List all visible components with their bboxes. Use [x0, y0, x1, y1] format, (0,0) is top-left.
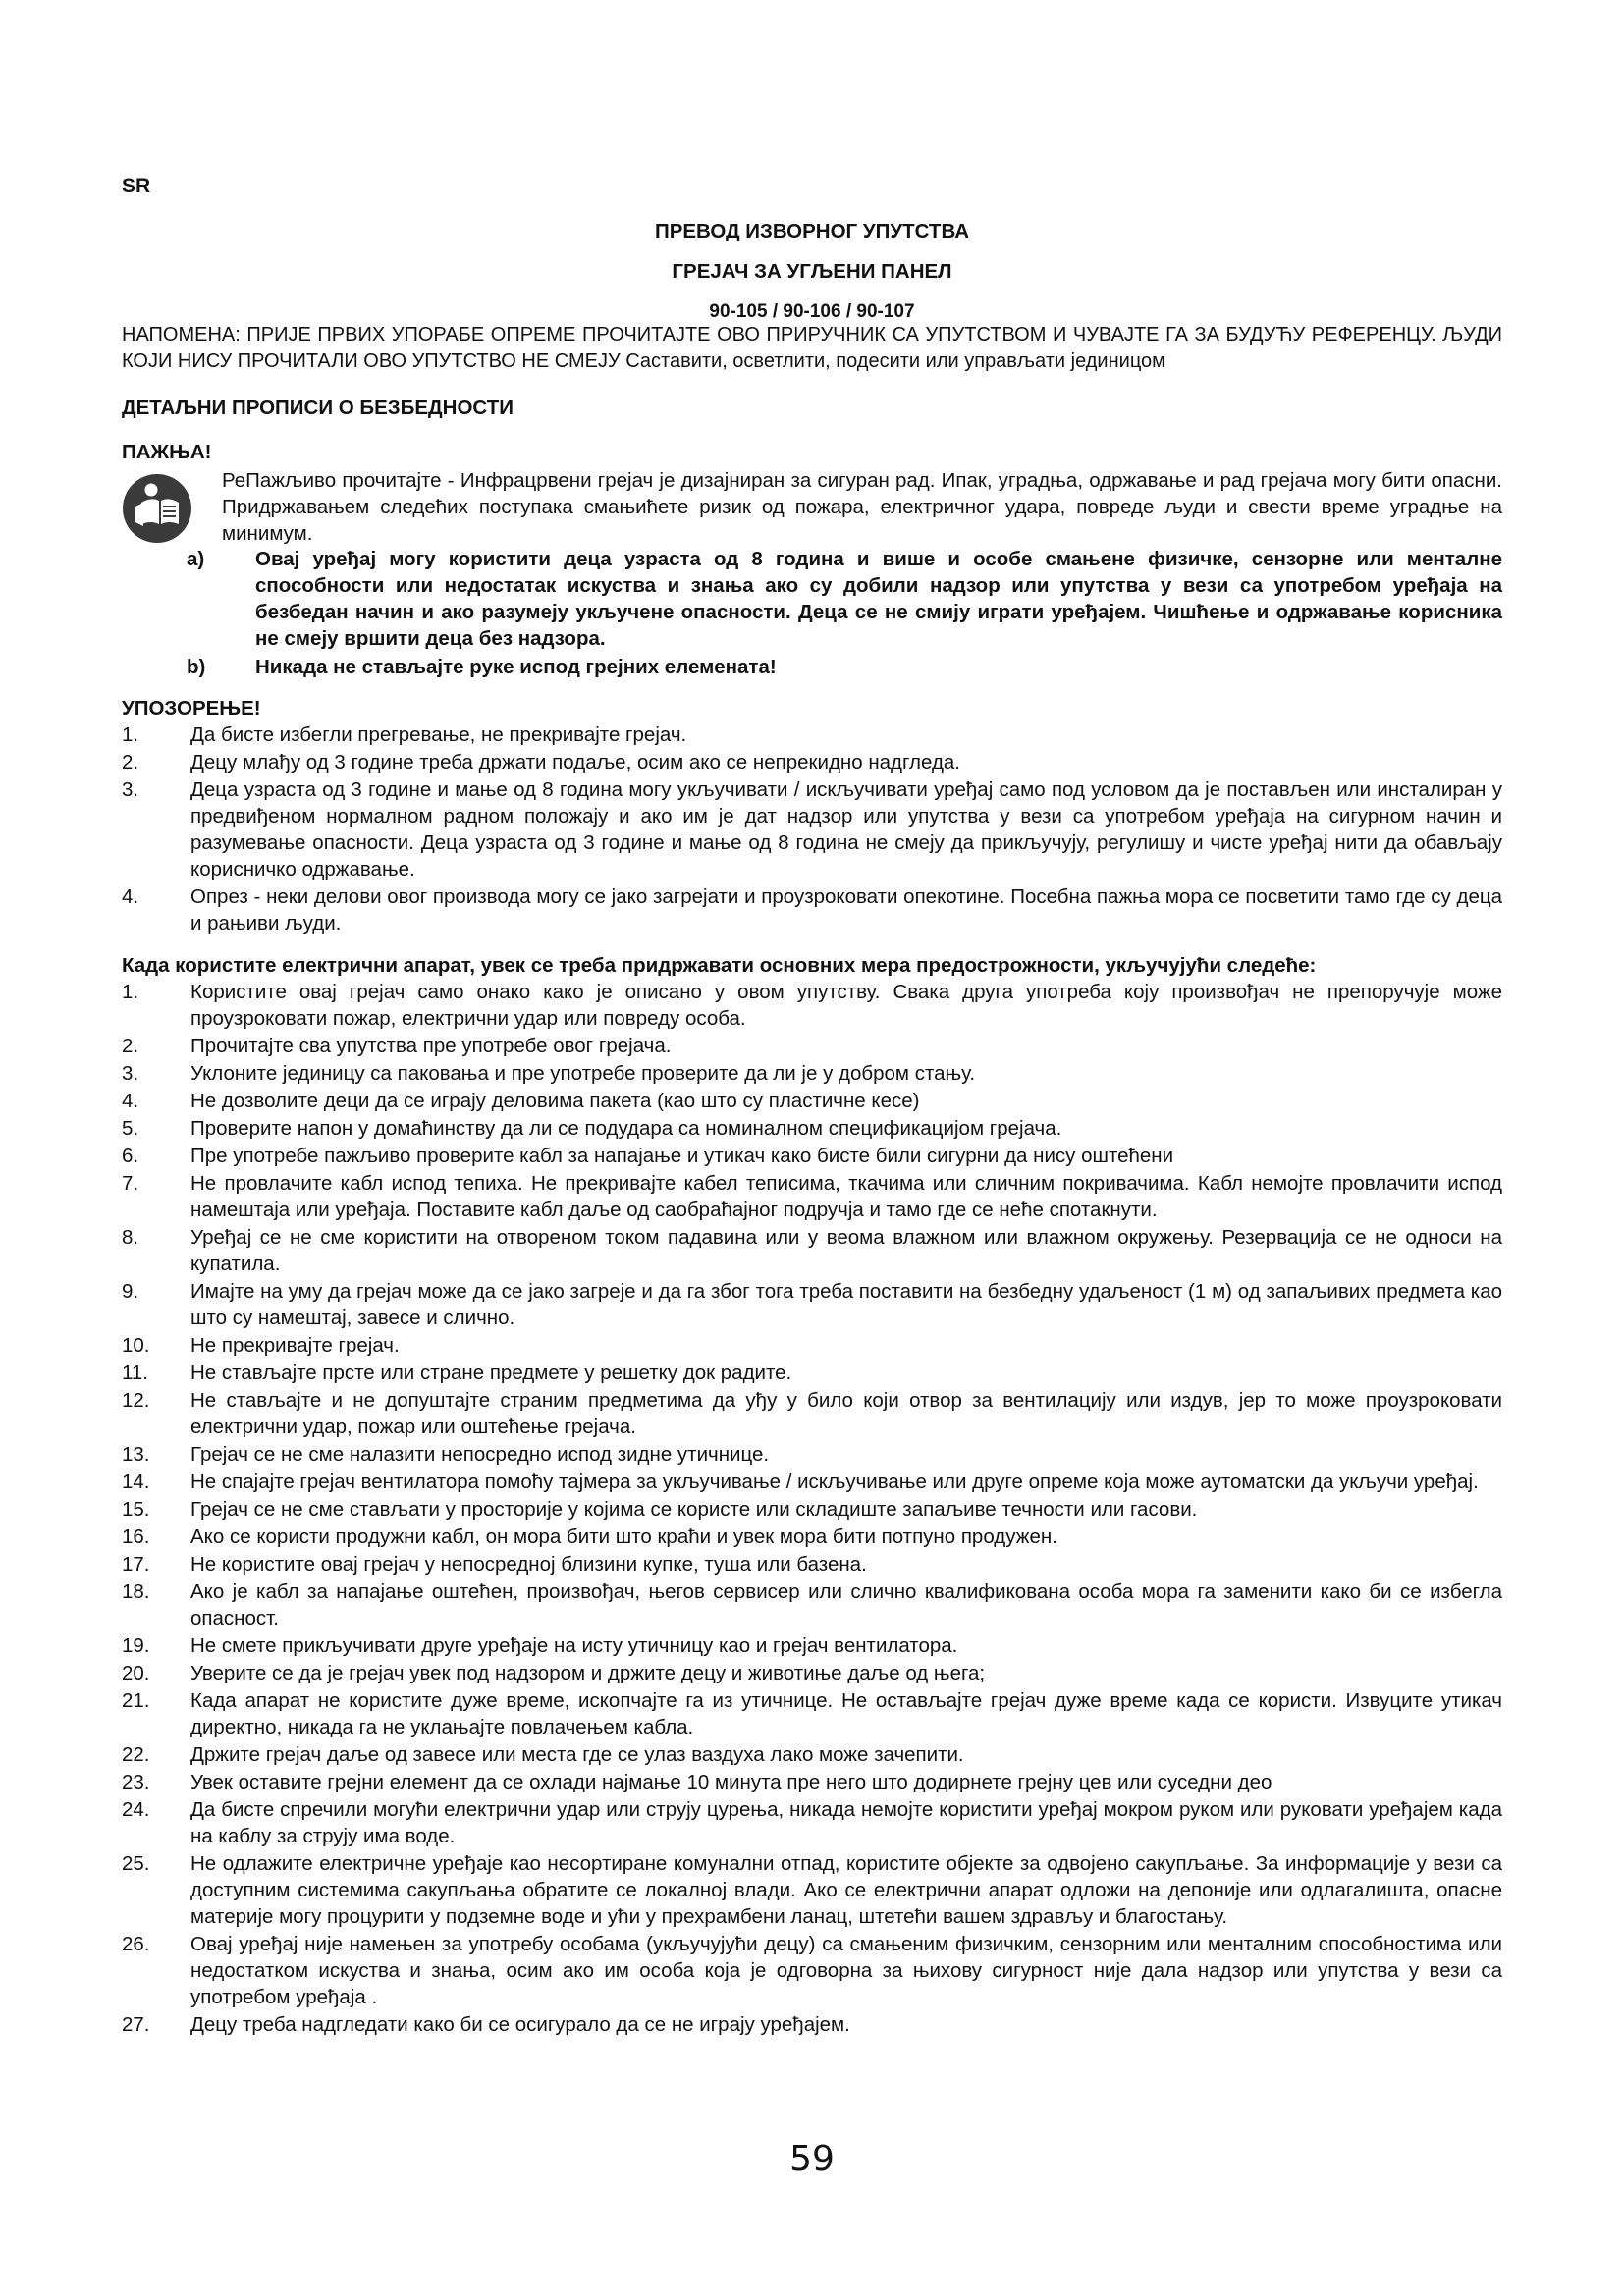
list-item	[122, 1551, 1502, 1577]
list-item	[122, 1060, 1502, 1087]
item-number: 26.	[122, 1933, 150, 1955]
item-text: Овај уређај могу користити деца узраста од 8 година и више и особе смањене физичке, сензорне или менталне способности или недостатак искуства и знања ако су добили надзор или упутства у вези са употребом уређаја на безбедан начин и ако разумеју укључене опасности. Деца се не смију играти уређајем. Чишћење и одржавање корисника не смеју вршити деца без надзора.	[255, 548, 1502, 650]
item-label: a)	[187, 548, 205, 570]
warning-section	[122, 695, 1502, 937]
item-number: 1.	[122, 723, 139, 746]
list-item	[122, 1931, 1502, 2010]
item-number: 8.	[122, 1226, 139, 1249]
list-item	[122, 2011, 1502, 2038]
language-code: SR	[122, 175, 151, 197]
list-item	[122, 1332, 1502, 1359]
item-text: Проверите напон у домаћинству да ли се подудара са номиналном спецификацијом грејача.	[190, 1117, 1062, 1140]
precautions-list	[122, 979, 1502, 2038]
item-text: Ако је кабл за напајање оштећен, произвођач, његов сервисер или слично квалификована особа мора га заменити како би се избегла опасност.	[190, 1580, 1502, 1629]
list-item	[122, 1632, 1502, 1659]
item-number: 17.	[122, 1553, 150, 1575]
item-number: 10.	[122, 1334, 150, 1357]
attention-heading: ПАЖЊА!	[122, 441, 212, 463]
list-item	[122, 1769, 1502, 1795]
list-item	[122, 1796, 1502, 1849]
item-text: Опрез - неки делови овог производа могу се јако загрејати и проузроковати опекотине. Посебна пажња мора се посветити тамо где су деца и рањиви људи.	[190, 885, 1502, 934]
model-numbers: 90-105 / 90-106 / 90-107	[709, 301, 915, 322]
item-number: 5.	[122, 1117, 139, 1140]
list-item	[122, 1660, 1502, 1686]
list-item	[122, 883, 1502, 936]
attention-list	[187, 546, 1502, 680]
item-number: 27.	[122, 2013, 150, 2036]
page-number: 59	[789, 2139, 835, 2179]
item-text: Не одлажите електричне уређаје као несортиране комунални отпад, користите објекте за одвојено сакупљање. За информације у вези са доступним системима сакупљања обратите се локалној влади. Ако се електрични апарат одложи на депоније или одлагалишта, опасне материје могу процурити у подземне воде и ући у прехрамбени ланац, штетећи вашем здрављу и благостању.	[190, 1852, 1502, 1928]
item-text: Не дозволите деци да се играју деловима пакета (као што су пластичне кесе)	[190, 1090, 920, 1112]
warning-heading: УПОЗОРЕЊЕ!	[122, 697, 261, 720]
list-item	[122, 1496, 1502, 1522]
list-item	[122, 1033, 1502, 1059]
item-number: 19.	[122, 1634, 150, 1657]
list-item	[122, 1578, 1502, 1631]
item-text: Деца узраста од 3 године и мање од 8 година могу укључивати / искључивати уређај само под условом да је постављен или инсталиран у предвиђеном нормалном радном положају и ако им је дат надзор или упутства у вези са употребом уређаја на сигурном начин и разумевање опасности. Деца узраста од 3 године и мање од 8 година не смеју да прикључују, регулишу и чисте уређај нити да обављају корисничко одржавање.	[190, 778, 1502, 881]
item-number: 11.	[122, 1362, 148, 1384]
item-text: Држите грејач даље од завесе или места где се улаз ваздуха лако може зачепити.	[190, 1743, 964, 1766]
item-number: 23.	[122, 1771, 150, 1793]
list-item	[122, 1143, 1502, 1169]
item-number: 2.	[122, 1035, 139, 1057]
item-number: 14.	[122, 1470, 150, 1493]
safety-heading: ДЕТАЉНИ ПРОПИСИ О БЕЗБЕДНОСТИ	[122, 397, 514, 419]
list-item	[122, 1115, 1502, 1142]
item-text: Не користите овај грејач у непосредној близини купке, туша или базена.	[190, 1553, 867, 1575]
item-number: 21.	[122, 1689, 150, 1712]
item-text: Да бисте избегли прегревање, не прекривајте грејач.	[190, 723, 687, 746]
item-text: Не смете прикључивати друге уређаје на исту утичницу као и грејач вентилатора.	[190, 1634, 958, 1657]
list-item	[122, 749, 1502, 775]
item-number: 13.	[122, 1443, 150, 1466]
item-text: Прочитајте сва упутства пре употребе овог грејача.	[190, 1035, 672, 1057]
item-number: 16.	[122, 1525, 150, 1548]
item-number: 4.	[122, 1090, 139, 1112]
item-number: 18.	[122, 1580, 150, 1603]
list-item	[122, 1224, 1502, 1277]
precautions-heading: Када користите електрични апарат, увек се треба придржавати основних мера предострожности, укључујући следеће:	[122, 954, 1317, 977]
precautions-section	[122, 952, 1502, 2039]
item-text: Не провлачите кабл испод тепиха. Не прекривајте кабел теписима, ткачима или сличним покривачима. Кабл немојте провлачити испод намештаја или уређаја. Поставите кабл даље од саобраћајног подручја и тамо где се неће спотакнути.	[190, 1172, 1502, 1221]
list-item	[122, 1088, 1502, 1114]
item-number: 7.	[122, 1172, 139, 1195]
item-text: Децу млађу од 3 године треба држати подаље, осим ако се непрекидно надгледа.	[190, 751, 961, 774]
item-text: Када апарат не користите дуже време, ископчајте га из утичнице. Не остављајте грејач дуже време када се користи. Извуците утикач директно, никада га не уклањајте повлачењем кабла.	[190, 1689, 1502, 1738]
attention-text: РеПажљиво прочитајте - Инфрацрвени грејач је дизајниран за сигуран рад. Ипак, уградња, одржавање и рад грејача могу бити опасни. Придржавањем следећих поступака смањићете ризик од пожара, електричног удара, повреде људи и свести време уградње на минимум.	[222, 469, 1502, 545]
product-title: ГРЕЈАЧ ЗА УГЉЕНИ ПАНЕЛ	[672, 260, 952, 283]
translation-title: ПРЕВОД ИЗВОРНОГ УПУТСТВА	[654, 220, 970, 242]
item-number: 20.	[122, 1662, 150, 1684]
list-item	[122, 721, 1502, 748]
item-text: Увек оставите грејни елемент да се охлади најмање 10 минута пре него што додирнете грејну цев или суседни део	[190, 1771, 1272, 1793]
item-text: Децу треба надгледати како би се осигурало да се не играју уређајем.	[190, 2013, 850, 2036]
list-item	[122, 1441, 1502, 1468]
item-text: Грејач се не сме налазити непосредно испод зидне утичнице.	[190, 1443, 770, 1466]
item-number: 4.	[122, 885, 139, 908]
item-text: Не прекривајте грејач.	[190, 1334, 400, 1357]
item-text: Грејач се не сме стављати у просторије у којима се користе или складиште запаљиве течности или гасови.	[190, 1498, 1198, 1521]
item-text: Да бисте спречили могући електрични удар или струју цурења, никада немојте користити уређај мокром руком или руковати уређајем када на каблу за струју има воде.	[190, 1798, 1502, 1847]
title-block	[122, 218, 1502, 325]
item-text: Не стављајте и не допуштајте страним предметима да уђу у било који отвор за вентилацију или издув, јер то може проузроковати електрични удар, пожар или оштећење грејача.	[190, 1389, 1502, 1438]
item-number: 25.	[122, 1852, 150, 1875]
list-item	[122, 1468, 1502, 1495]
list-item	[122, 1850, 1502, 1930]
item-number: 3.	[122, 778, 139, 801]
list-item	[122, 1387, 1502, 1440]
item-text: Не спајајте грејач вентилатора помоћу тајмера за укључивање / искључивање или друге опреме која може аутоматски да укључи уређај.	[190, 1470, 1479, 1493]
item-number: 9.	[122, 1280, 139, 1303]
item-number: 6.	[122, 1145, 139, 1167]
item-number: 15.	[122, 1498, 150, 1521]
read-manual-icon	[122, 473, 192, 544]
list-item	[122, 1278, 1502, 1331]
list-item	[122, 1360, 1502, 1386]
attention-item	[187, 546, 1502, 652]
list-item	[122, 1523, 1502, 1550]
item-text: Ако се користи продужни кабл, он мора бити што краћи и увек мора бити потпуно продужен.	[190, 1525, 1057, 1548]
item-text: Уређај се не сме користити на отвореном током падавина или у веома влажном или влажном окружењу. Резервација се не односи на купатила.	[190, 1226, 1502, 1275]
item-number: 22.	[122, 1743, 150, 1766]
item-number: 24.	[122, 1798, 150, 1821]
list-item	[122, 979, 1502, 1032]
item-text: Пре употребе пажљиво проверите кабл за напајање и утикач како бисте били сигурни да нису оштећени	[190, 1145, 1174, 1167]
notice-text: НАПОМЕНА: ПРИЈЕ ПРВИХ УПОРАБЕ ОПРЕМЕ ПРОЧИТАЈТЕ ОВО ПРИРУЧНИК СА УПУТСТВОМ И ЧУВАЈТЕ ГА ЗА БУДУЋУ РЕФЕРЕНЦУ. ЉУДИ КОЈИ НИСУ ПРОЧИТАЛИ ОВО УПУТСТВО НЕ СМЕЈУ Саставити, осветлити, подесити или управљати јединицом	[122, 324, 1502, 372]
attention-item	[187, 654, 1502, 680]
warning-list	[122, 721, 1502, 936]
item-text: Овај уређај није намењен за употребу особама (укључујући децу) са смањеним физичким, сензорним или менталним способностима или недостатком искуства и знања, осим ако им особа која је одговорна за њихову сигурност није дала надзор или упутства у вези са употребом уређаја .	[190, 1933, 1502, 2008]
item-text: Уверите се да је грејач увек под надзором и држите децу и животиње даље од њега;	[190, 1662, 986, 1684]
item-number: 12.	[122, 1389, 150, 1412]
list-item	[122, 1741, 1502, 1768]
list-item	[122, 1170, 1502, 1223]
item-text: Имајте на уму да грејач може да се јако загреје и да га због тога треба поставити на безбедну удаљеност (1 м) од запаљивих предмета као што су намештај, завесе и слично.	[190, 1280, 1502, 1329]
list-item	[122, 776, 1502, 882]
item-text: Уклоните јединицу са паковања и пре употребе проверите да ли је у добром стању.	[190, 1062, 976, 1085]
item-number: 3.	[122, 1062, 139, 1085]
item-text: Никада не стављајте руке испод грејних елемената!	[255, 656, 777, 678]
item-number: 2.	[122, 751, 139, 774]
item-text: Користите овај грејач само онако како је описано у овом упутству. Свака друга употреба коју произвођач не препоручује може проузроковати пожар, електрични удар или повреду особа.	[190, 981, 1502, 1030]
item-text: Не стављајте прсте или стране предмете у решетку док радите.	[190, 1362, 792, 1384]
item-label: b)	[187, 656, 206, 678]
list-item	[122, 1687, 1502, 1740]
item-number: 1.	[122, 981, 139, 1003]
